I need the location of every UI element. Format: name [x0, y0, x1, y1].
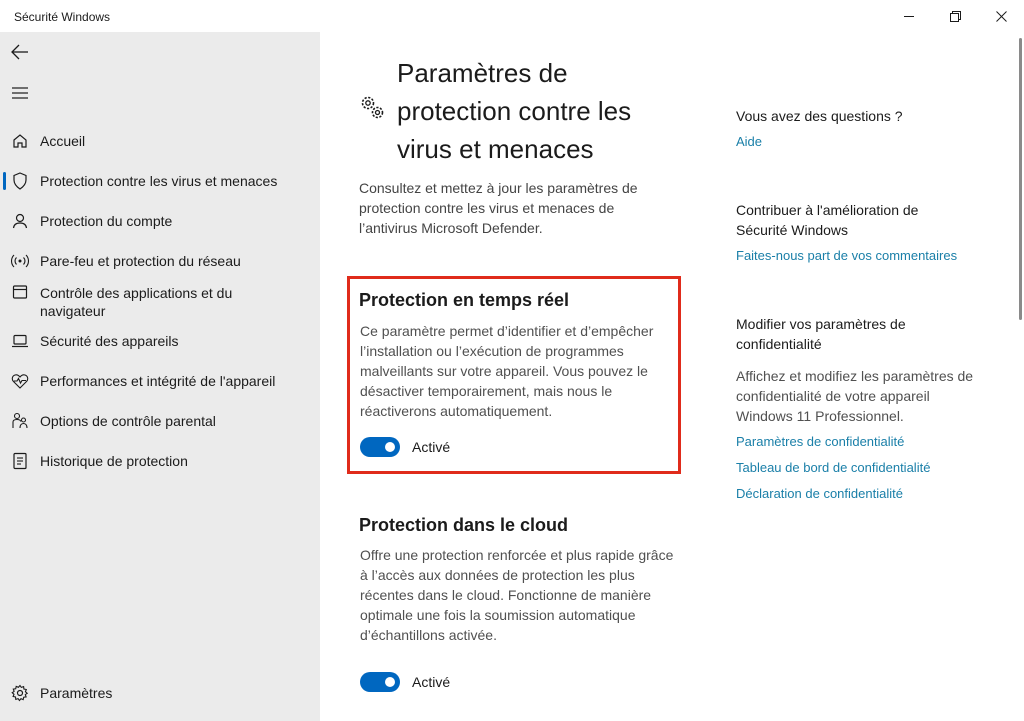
menu-button[interactable] — [10, 83, 30, 103]
section-title-cloud: Protection dans le cloud — [359, 515, 569, 535]
gear-icon — [11, 684, 29, 702]
section-title-realtime: Protection en temps réel — [359, 290, 570, 310]
close-icon — [996, 11, 1007, 22]
realtime-protection-toggle[interactable] — [360, 437, 400, 457]
back-arrow-icon — [11, 44, 29, 60]
person-icon — [11, 212, 29, 230]
hamburger-icon — [12, 87, 28, 99]
title-bar — [0, 0, 1024, 32]
sidebar-item-protection-history[interactable] — [0, 442, 320, 480]
realtime-protection-toggle-row — [360, 437, 450, 457]
sidebar-item-label: Options de contrôle parental — [40, 413, 216, 429]
questions-heading: Vous avez des questions ? — [736, 108, 903, 124]
sidebar-item-label: Historique de protection — [40, 453, 188, 469]
home-icon — [11, 132, 29, 150]
restore-icon — [950, 11, 961, 22]
privacy-statement-link[interactable]: Déclaration de confidentialité — [736, 486, 903, 501]
back-button[interactable] — [10, 42, 30, 62]
family-icon — [11, 412, 29, 430]
app-window-icon — [11, 283, 29, 301]
help-link[interactable]: Aide — [736, 134, 763, 149]
toggle-state-label: Activé — [412, 439, 451, 455]
page-description: Consultez et mettez à jour les paramètres de protection contre les virus et menaces de l’antivirus Microsoft Defender. — [359, 180, 638, 236]
sidebar-item-family-options[interactable] — [0, 402, 320, 440]
feedback-link[interactable]: Faites-nous part de vos commentaires — [736, 248, 958, 263]
sidebar-item-label: Protection du compte — [40, 213, 173, 229]
sidebar-item-virus-protection[interactable] — [0, 162, 320, 200]
section-description-cloud: Offre une protection renforcée et plus rapide grâce à l’accès aux données de protection les plus récentes dans le cloud. Fonctionne de manière optimale une fois la soumission automatique d’échantillons activée. — [360, 547, 674, 643]
toggle-state-label: Activé — [412, 674, 451, 690]
sidebar-item-account-protection[interactable] — [0, 202, 320, 240]
window-title: Sécurité Windows — [14, 10, 111, 24]
gears-icon — [359, 94, 387, 122]
cloud-protection-toggle[interactable] — [360, 672, 400, 692]
feedback-heading: Contribuer à l'amélioration de Sécurité Windows — [736, 202, 919, 238]
sidebar-item-label: Paramètres — [40, 685, 113, 701]
close-button[interactable] — [978, 0, 1024, 32]
sidebar-item-label: Contrôle des applications et du navigateur — [40, 285, 233, 319]
heart-pulse-icon — [11, 372, 29, 390]
shield-icon — [11, 172, 29, 190]
sidebar-item-label: Protection contre les virus et menaces — [40, 173, 278, 189]
privacy-dashboard-link[interactable]: Tableau de bord de confidentialité — [736, 460, 931, 475]
minimize-button[interactable] — [886, 0, 932, 32]
sidebar-item-firewall[interactable] — [0, 242, 320, 280]
sidebar-item-label: Performances et intégrité de l'appareil — [40, 373, 276, 389]
sidebar-item-home[interactable] — [0, 122, 320, 160]
sidebar-item-app-browser-control[interactable] — [0, 280, 320, 324]
privacy-settings-link[interactable]: Paramètres de confidentialité — [736, 434, 905, 449]
sidebar — [0, 32, 320, 721]
sidebar-item-device-performance[interactable] — [0, 362, 320, 400]
wifi-antenna-icon — [11, 252, 29, 270]
restore-button[interactable] — [932, 0, 978, 32]
sidebar-item-label: Sécurité des appareils — [40, 333, 179, 349]
page-title: Paramètres de protection contre les virus et menaces — [397, 58, 632, 164]
sidebar-item-label: Accueil — [40, 133, 86, 149]
sidebar-item-label: Pare-feu et protection du réseau — [40, 253, 241, 269]
history-icon — [11, 452, 29, 470]
privacy-description: Affichez et modifiez les paramètres de confidentialité de votre appareil Windows 11 Professionnel. — [736, 368, 974, 424]
selection-indicator — [3, 172, 6, 190]
section-description-realtime: Ce paramètre permet d’identifier et d’empêcher l’installation ou l’exécution de programmes malveillants sur votre appareil. Vous pouvez le désactiver temporairement, mais nous le réactiverons automatiquement. — [360, 323, 654, 419]
privacy-heading: Modifier vos paramètres de confidentialité — [736, 316, 906, 352]
cloud-protection-toggle-row — [360, 672, 450, 692]
sidebar-item-device-security[interactable] — [0, 322, 320, 360]
scrollbar[interactable] — [1019, 38, 1022, 320]
minimize-icon — [904, 11, 914, 21]
sidebar-item-settings[interactable] — [0, 674, 320, 712]
laptop-icon — [11, 332, 29, 350]
